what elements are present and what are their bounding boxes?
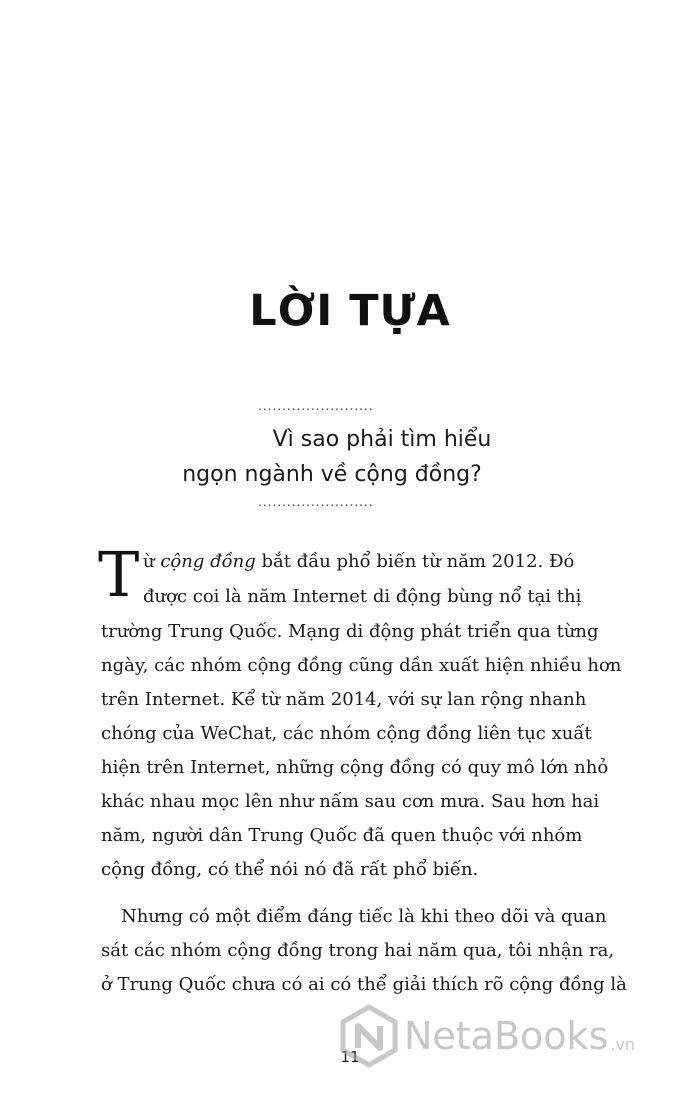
watermark-brand: NetaBooks [404, 1014, 609, 1058]
paragraph-1-line-10: cộng đồng, có thể nói nó đã rất phổ biến. [101, 859, 479, 880]
paragraph-1-line-9: năm, người dân Trung Quốc đã quen thuộc với nhóm [101, 825, 583, 846]
paragraph-1-line-5: trên Internet. Kể từ năm 2014, với sự lan rộng nhanh [101, 689, 587, 710]
paragraph-1-line-3: trường Trung Quốc. Mạng di động phát triển qua từng [101, 621, 599, 642]
line-1-rest: bắt đầu phổ biến từ năm 2012. Đó [255, 551, 575, 572]
netabooks-logo-icon [340, 1004, 398, 1068]
paragraph-1-line-7: hiện trên Internet, những cộng đồng có quy mô lớn nhỏ [101, 757, 609, 778]
drop-cap: T [98, 538, 140, 611]
chapter-title: LỜI TỰA [249, 286, 451, 336]
watermark-suffix: .vn [610, 1035, 636, 1054]
paragraph-1-line-2: được coi là năm Internet di động bùng nổ tại thị [143, 586, 582, 607]
paragraph-1-line-8: khác nhau mọc lên như nấm sau cơn mưa. Sau hơn hai [101, 791, 600, 812]
italic-term: cộng đồng [160, 551, 256, 572]
netabooks-watermark [340, 1004, 635, 1068]
page-number: 11 [340, 1048, 360, 1066]
line-1-start: ừ [143, 551, 161, 572]
dotted-divider-top: ........................ [258, 399, 374, 413]
paragraph-1-line-6: chóng của WeChat, các nhóm cộng đồng liên tục xuất [101, 723, 592, 744]
paragraph-2-line-2: sát các nhóm cộng đồng trong hai năm qua, tôi nhận ra, [101, 940, 615, 961]
dotted-divider-bottom: ........................ [258, 495, 374, 509]
subtitle-line-2: ngọn ngành về cộng đồng? [182, 462, 482, 487]
paragraph-1-line-4: ngày, các nhóm cộng đồng cũng dần xuất hiện nhiều hơn [101, 655, 622, 676]
subtitle-line-1: Vì sao phải tìm hiểu [272, 427, 492, 452]
paragraph-2-line-3: ở Trung Quốc chưa có ai có thể giải thích rõ cộng đồng là [101, 974, 627, 995]
paragraph-1-line-1 [143, 550, 574, 573]
paragraph-2-line-1: Nhưng có một điểm đáng tiếc là khi theo dõi và quan [121, 906, 607, 927]
